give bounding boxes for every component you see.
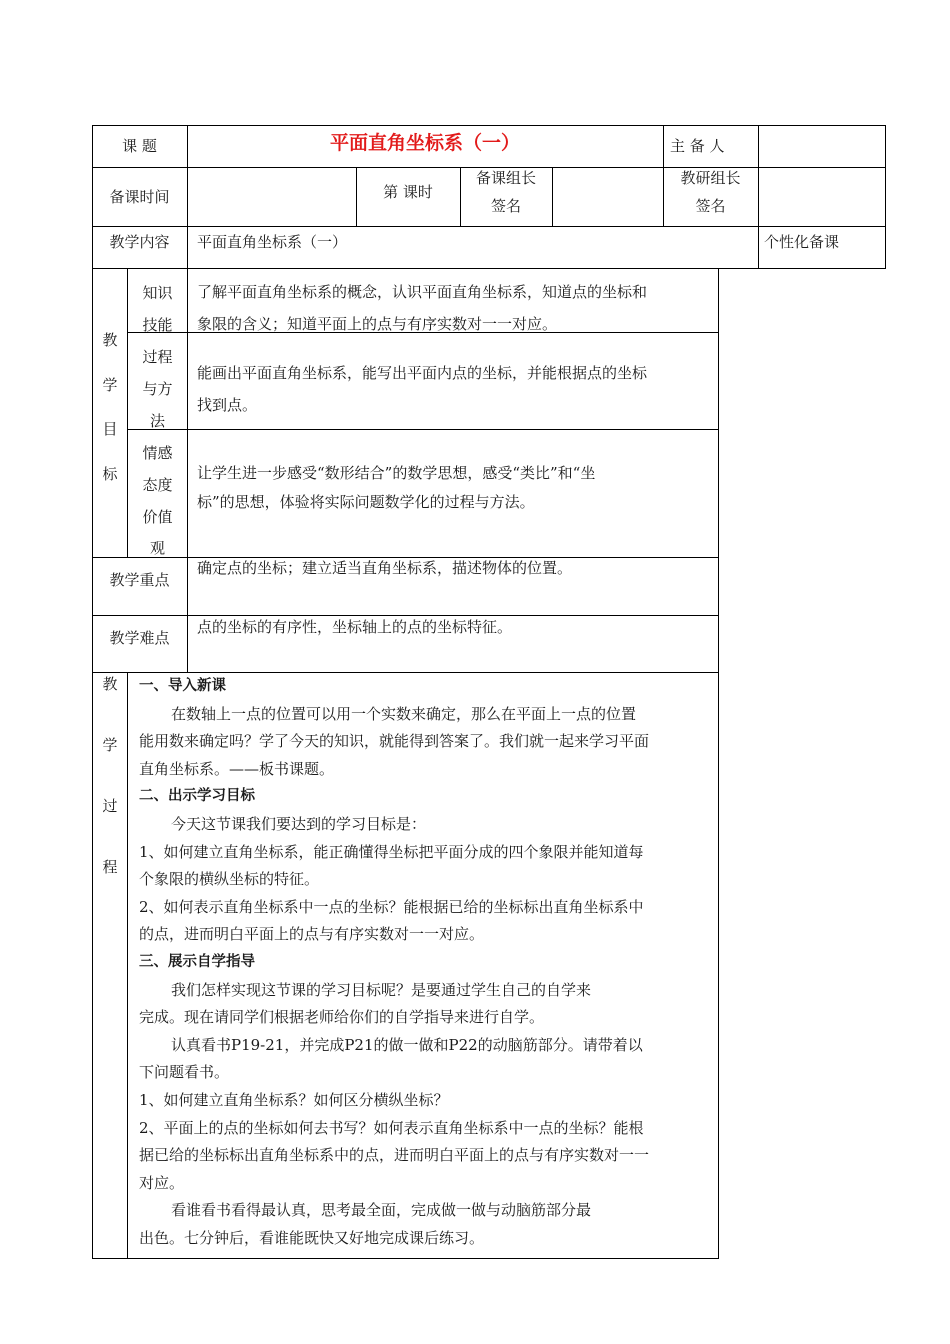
objective-text: 找到点。 xyxy=(197,396,258,414)
objectives-side-char: 标 xyxy=(102,465,118,483)
objective-label: 价值 xyxy=(142,508,173,526)
objective-label: 法 xyxy=(149,412,165,430)
process-line: 今天这节课我们要达到的学习目标是： xyxy=(171,815,427,833)
objective-label: 态度 xyxy=(142,476,173,494)
group-leader-label-1: 备课组长 xyxy=(475,169,536,187)
objective-label: 观 xyxy=(149,539,165,557)
process-line: 对应。 xyxy=(139,1173,185,1192)
key-point-text: 确定点的坐标；建立适当直角坐标系，描述物体的位置。 xyxy=(197,559,573,577)
process-line: 在数轴上一点的位置可以用一个实数来确定，那么在平面上一点的位置 xyxy=(171,704,637,723)
objective-label: 知识 xyxy=(142,284,173,302)
objectives-side-char: 目 xyxy=(102,420,118,438)
group-leader-label-2: 签名 xyxy=(490,197,521,215)
process-line: 2、平面上的点的坐标如何去书写？如何表示直角坐标系中一点的坐标？能根 xyxy=(139,1118,644,1137)
lesson-number-label: 第 课时 xyxy=(383,183,433,201)
objective-label: 过程 xyxy=(142,348,173,366)
section-heading: 二、出示学习目标 xyxy=(139,788,255,805)
objective-label: 技能 xyxy=(142,316,173,334)
process-line: 的点，进而明白平面上的点与有序实数对一一对应。 xyxy=(139,925,485,944)
process-line: 能用数来确定吗？学了今天的知识，就能得到答案了。我们就一起来学习平面 xyxy=(139,732,650,751)
section-heading: 一、导入新课 xyxy=(139,678,226,694)
process-line: 个象限的横纵坐标的特征。 xyxy=(139,870,320,889)
personal-prep-label: 个性化备课 xyxy=(764,233,840,251)
process-line: 看谁看书看得最认真，思考最全面，完成做一做与动脑筋部分最 xyxy=(171,1201,592,1220)
process-line: 1、如何建立直角坐标系，能正确懂得坐标把平面分成的四个象限并能知道每 xyxy=(139,842,644,861)
prep-time-label: 备课时间 xyxy=(109,188,170,206)
preparer-label: 主 备 人 xyxy=(670,137,725,155)
research-leader-label-1: 教研组长 xyxy=(680,169,741,187)
key-point-label: 教学重点 xyxy=(109,571,170,589)
page-title: 平面直角坐标系（一） xyxy=(329,132,520,154)
process-line: 直角坐标系。——板书课题。 xyxy=(139,759,335,778)
objective-text: 让学生进一步感受“数形结合”的数学思想，感受“类比”和“坐 xyxy=(197,464,596,482)
research-leader-label-2: 签名 xyxy=(695,197,726,215)
process-side-char: 学 xyxy=(102,736,118,754)
process-line: 完成。现在请同学们根据老师给你们的自学指导来进行自学。 xyxy=(139,1008,545,1027)
objectives-side-char: 教 xyxy=(102,331,118,349)
objective-text: 象限的含义；知道平面上的点与有序实数对一一对应。 xyxy=(197,315,558,333)
process-line: 出色。七分钟后，看谁能既快又好地完成课后练习。 xyxy=(139,1229,485,1247)
objective-label: 情感 xyxy=(142,444,173,462)
process-side-char: 过 xyxy=(102,797,118,815)
difficulty-text: 点的坐标的有序性，坐标轴上的点的坐标特征。 xyxy=(197,618,513,636)
process-line: 1、如何建立直角坐标系？如何区分横纵坐标？ xyxy=(139,1091,449,1109)
subject-label: 课 题 xyxy=(122,137,157,155)
process-line: 2、如何表示直角坐标系中一点的坐标？能根据已给的坐标标出直角坐标系中 xyxy=(139,897,644,916)
content-label: 教学内容 xyxy=(109,233,170,251)
process-line: 认真看书P19-21，并完成P21的做一做和P22的动脑筋部分。请带着以 xyxy=(171,1035,643,1054)
process-line: 下问题看书。 xyxy=(139,1063,230,1082)
process-side-char: 程 xyxy=(102,858,118,876)
difficulty-label: 教学难点 xyxy=(109,629,170,647)
objective-label: 与方 xyxy=(142,380,173,398)
process-side-char: 教 xyxy=(102,675,118,693)
content-value: 平面直角坐标系（一） xyxy=(197,233,348,251)
objective-text: 标”的思想，体验将实际问题数学化的过程与方法。 xyxy=(197,493,535,511)
objective-text: 能画出平面直角坐标系，能写出平面内点的坐标，并能根据点的坐标 xyxy=(197,364,648,382)
section-heading: 三、展示自学指导 xyxy=(139,954,255,970)
objective-text: 了解平面直角坐标系的概念，认识平面直角坐标系，知道点的坐标和 xyxy=(197,283,648,301)
process-line: 据已给的坐标标出直角坐标系中的点，进而明白平面上的点与有序实数对一一 xyxy=(139,1146,650,1165)
objectives-side-char: 学 xyxy=(102,376,118,394)
process-line: 我们怎样实现这节课的学习目标呢？是要通过学生自己的自学来 xyxy=(171,980,592,999)
